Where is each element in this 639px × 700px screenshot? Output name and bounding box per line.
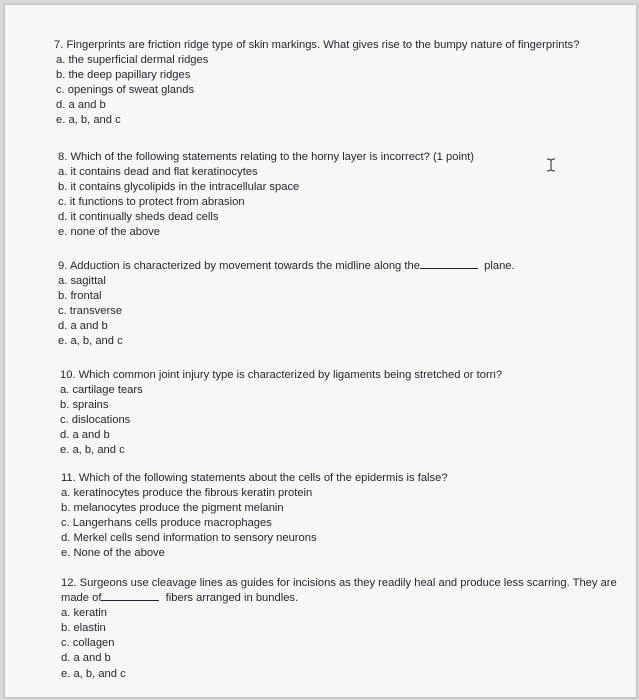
question-12-prompt-line1: 12. Surgeons use cleavage lines as guides for incisions as they readily heal and produce less scarring. They are bbox=[61, 577, 617, 589]
option-11c: c. Langerhans cells produce macrophages bbox=[61, 517, 272, 530]
option-12a: a. keratin bbox=[61, 607, 108, 620]
question-12-prompt-start: made of bbox=[61, 592, 102, 605]
option-11b: b. melanocytes produce the pigment melanin bbox=[61, 502, 284, 515]
option-12d: d. a and b bbox=[61, 652, 111, 665]
document-page bbox=[4, 4, 637, 698]
option-9e: e. a, b, and c bbox=[58, 335, 123, 348]
option-7b: b. the deep papillary ridges bbox=[56, 69, 191, 82]
option-10c: c. dislocations bbox=[60, 414, 131, 427]
option-8b bbox=[58, 180, 639, 195]
question-12-prompt-end: fibers arranged in bundles. bbox=[165, 592, 299, 605]
question-11-options bbox=[61, 486, 639, 561]
question-11-prompt: 11. Which of the following statements about the cells of the epidermis is false? bbox=[61, 472, 448, 484]
question-9-options bbox=[58, 274, 639, 349]
option-10b: b. sprains bbox=[60, 399, 109, 412]
option-9d: d. a and b bbox=[58, 320, 108, 333]
option-10e: e. a, b, and c bbox=[60, 444, 125, 457]
option-11e: e. None of the above bbox=[61, 547, 165, 560]
option-10d: d. a and b bbox=[60, 429, 110, 442]
option-8d: d. it continually sheds dead cells bbox=[58, 211, 219, 224]
option-9b: b. frontal bbox=[58, 290, 102, 303]
question-9-prompt-end: plane. bbox=[484, 260, 515, 272]
question-7-prompt: 7. Fingerprints are friction ridge type of skin markings. What gives rise to the bumpy nature of fingerprints? bbox=[54, 39, 580, 51]
text-cursor-icon bbox=[546, 158, 556, 172]
question-9-prompt bbox=[58, 259, 639, 274]
option-12e: e. a, b, and c bbox=[61, 667, 126, 680]
question-12-prompt-line2 bbox=[61, 591, 639, 606]
question-8-options bbox=[58, 165, 639, 240]
question-10-prompt: 10. Which common joint injury type is characterized by ligaments being stretched or torn? bbox=[60, 369, 503, 381]
option-12b: b. elastin bbox=[61, 622, 106, 635]
question-11 bbox=[61, 471, 639, 562]
question-10 bbox=[60, 368, 639, 459]
option-9a: a. sagittal bbox=[58, 275, 106, 288]
question-9-prompt-start: 9. Adduction is characterized by movement towards the midline along the bbox=[58, 260, 420, 272]
answer-blank-12 bbox=[101, 591, 159, 601]
question-9 bbox=[58, 259, 639, 350]
option-11d: d. Merkel cells send information to sensory neurons bbox=[61, 532, 317, 545]
option-8c: c. it functions to protect from abrasion bbox=[58, 196, 245, 209]
option-7a: a. the superficial dermal ridges bbox=[56, 54, 209, 67]
option-8a: a. it contains dead and flat keratinocytes bbox=[58, 166, 258, 179]
question-7-options bbox=[56, 53, 639, 128]
option-11a: a. keratinocytes produce the fibrous keratin protein bbox=[61, 487, 313, 500]
option-8e: e. none of the above bbox=[58, 226, 161, 239]
question-8-prompt: 8. Which of the following statements relating to the horny layer is incorrect? (1 point) bbox=[58, 151, 475, 163]
option-8b-text: b. it contains glycolipids in the intracellular space bbox=[58, 181, 300, 194]
option-7e: e. a, b, and c bbox=[56, 114, 121, 127]
option-7c: c. openings of sweat glands bbox=[56, 84, 195, 97]
option-7d: d. a and b bbox=[56, 99, 106, 112]
question-12 bbox=[61, 576, 639, 682]
question-7 bbox=[54, 38, 639, 129]
question-10-options bbox=[60, 383, 639, 458]
option-12c: c. collagen bbox=[61, 637, 115, 650]
option-9c: c. transverse bbox=[58, 305, 123, 318]
question-12-options bbox=[61, 606, 639, 681]
option-10a: a. cartilage tears bbox=[60, 384, 143, 397]
answer-blank-9 bbox=[420, 259, 478, 269]
